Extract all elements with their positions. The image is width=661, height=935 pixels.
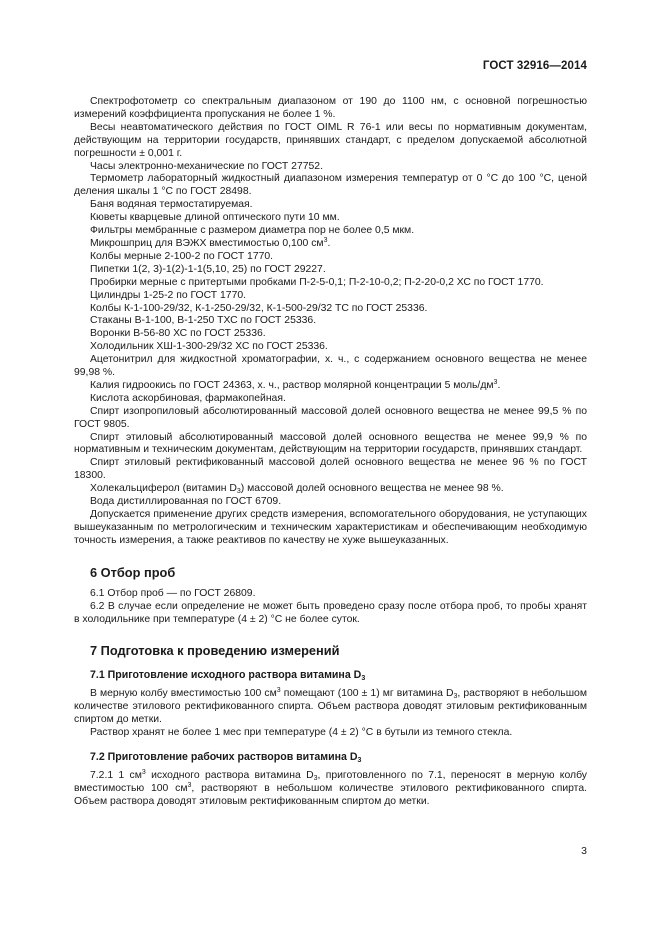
- equipment-item: Баня водяная термостатируемая.: [90, 199, 253, 211]
- subsection-7-1-heading: [90, 668, 587, 682]
- sup-part: 3: [276, 687, 281, 695]
- subsection-7-1-paragraph: [74, 688, 587, 727]
- equipment-item: Часы электронно-механические по ГОСТ 27752.: [90, 160, 323, 172]
- reagent-item: Кислота аскорбиновая, фармакопейная.: [90, 392, 286, 404]
- microsyringe-end: .: [327, 237, 331, 249]
- document-header: ГОСТ 32916—2014: [482, 60, 587, 72]
- text-part: , растворяют в небольшом количестве этилового ректификованного спирта. Объем раствора доводят этиловым ректификованным спиртом до метки.: [74, 782, 587, 807]
- reagent-item: Вода дистиллированная по ГОСТ 6709.: [90, 496, 282, 508]
- reagent-item: Спирт этиловый ректификованный массовой долей основного вещества не менее 96 % по ГОСТ 18300.: [74, 457, 587, 482]
- equipment-item: Термометр лабораторный жидкостный диапазоном измерения температур от 0 °С до 100 °С, ценой деления шкалы 1 °С по ГОСТ 28498.: [74, 173, 587, 198]
- sup-part: 3: [141, 769, 146, 777]
- equipment-item: Фильтры мембранные с размером диаметра пор не более 0,5 мкм.: [90, 225, 415, 237]
- equipment-item: Спектрофотометр со спектральным диапазоном от 190 до 1100 нм, с основной погрешностью измерений коэффициента пропускания не более 1 %.: [74, 96, 587, 120]
- equipment-item: Воронки В-56-80 ХС по ГОСТ 25336.: [90, 328, 266, 340]
- reagent-item: Спирт изопропиловый абсолютированный массовой долей основного вещества не менее 99,5 % по ГОСТ 9805.: [74, 405, 587, 430]
- koh-text: Калия гидроокись по ГОСТ 24363, х. ч., раствор молярной концентрации 5 моль/дм: [90, 379, 494, 391]
- sub-part: 3: [453, 693, 458, 701]
- section-6-paragraph: 6.1 Отбор проб — по ГОСТ 26809.: [90, 587, 256, 599]
- subsection-7-1-sub: 3: [361, 675, 366, 683]
- text-part: исходного раствора витамина D: [145, 770, 314, 782]
- equipment-item: Пробирки мерные с притертыми пробками П-2-5-0,1; П-2-10-0,2; П-2-20-0,2 ХС по ГОСТ 1770.: [90, 276, 544, 288]
- text-part: В мерную колбу вместимостью 100 см: [90, 688, 277, 700]
- allowance-paragraph: Допускается применение других средств измерения, вспомогательного оборудования, не уступающих вышеуказанным по метрологическим и техническим характеристикам и обеспечивающим необходимую точность измерения, а также реактивов по качеству не хуже вышеуказанных.: [74, 509, 587, 546]
- cholecalciferol-sub: 3: [236, 488, 241, 496]
- text-part: , растворяют в небольшом количестве этилового ректификованного спирта. Объем раствора доводят этиловым ректификованным спиртом до метки.: [74, 688, 587, 726]
- equipment-item: Стаканы В-1-100, В-1-250 ТХС по ГОСТ 25336.: [90, 315, 317, 327]
- equipment-item: Кюветы кварцевые длиной оптического пути 10 мм.: [90, 212, 340, 224]
- text-part: 7.2.1 1 см: [90, 770, 142, 782]
- cholecalciferol-post: ) массовой долей основного вещества не менее 98 %.: [240, 483, 504, 495]
- subsection-7-2-heading: [90, 750, 587, 764]
- koh-sup: 3: [493, 378, 498, 386]
- equipment-item: Весы неавтоматического действия по ГОСТ OIML R 76-1 или весы по нормативным документам, действующим на территории государств, принявших стандарт, с пределом допускаемой абсолютной погрешности ± 0,001 г.: [74, 121, 587, 159]
- reagent-item: Спирт этиловый абсолютированный массовой долей основного вещества не менее 99,9 % по нормативным и техническим документам, действующим на территории государств, принявших стандарт.: [74, 431, 587, 456]
- section-7-heading: 7 Подготовка к проведению измерений: [90, 643, 340, 659]
- equipment-item: Цилиндры 1-25-2 по ГОСТ 1770.: [90, 289, 247, 301]
- subsection-7-1-paragraph: Раствор хранят не более 1 мес при температуре (4 ± 2) °С в бутыли из темного стекла.: [90, 727, 513, 739]
- sub-part: 3: [313, 775, 318, 783]
- equipment-item: Холодильник ХШ-1-300-29/32 ХС по ГОСТ 25336.: [90, 341, 328, 353]
- equipment-item: Колбы К-1-100-29/32, К-1-250-29/32, К-1-500-29/32 ТС по ГОСТ 25336.: [90, 302, 428, 314]
- reagent-item-cholecalciferol: [74, 483, 587, 496]
- subsection-7-1-title: 7.1 Приготовление исходного раствора витамина D: [90, 669, 362, 682]
- equipment-item: Пипетки 1(2, 3)-1(2)-1-1(5,10, 25) по ГОСТ 29227.: [90, 263, 326, 275]
- microsyringe-sup: 3: [323, 236, 328, 244]
- reagent-item-koh: [74, 380, 587, 393]
- page-number: 3: [581, 845, 587, 857]
- equipment-item: Колбы мерные 2-100-2 по ГОСТ 1770.: [90, 250, 274, 262]
- microsyringe-text: Микрошприц для ВЭЖХ вместимостью 0,100 см: [90, 237, 324, 249]
- koh-end: .: [497, 379, 501, 391]
- text-part: помещают (100 ± 1) мг витамина D: [280, 688, 454, 700]
- equipment-item-microsyringe: [74, 238, 587, 251]
- sup-part: 3: [187, 781, 192, 789]
- text-part: , приготовленного по 7.1, переносят в мерную колбу вместимостью 100 см: [74, 770, 587, 794]
- equipment-item: Ацетонитрил для жидкостной хроматографии, х. ч., с содержанием основного вещества не менее 99,98 %.: [74, 354, 587, 379]
- section-6-paragraph: 6.2 В случае если определение не может быть проведено сразу после отбора проб, то пробы хранят в холодильнике при температуре (4 ± 2) °С не более суток.: [74, 600, 587, 625]
- cholecalciferol-pre: Холекальциферол (витамин D: [90, 483, 237, 495]
- subsection-7-2-title: 7.2 Приготовление рабочих растворов витамина D: [90, 751, 358, 764]
- subsection-7-2-paragraph: [74, 770, 587, 809]
- subsection-7-2-sub: 3: [357, 757, 362, 765]
- document-body: [74, 96, 587, 809]
- section-6-heading: 6 Отбор проб: [90, 564, 176, 580]
